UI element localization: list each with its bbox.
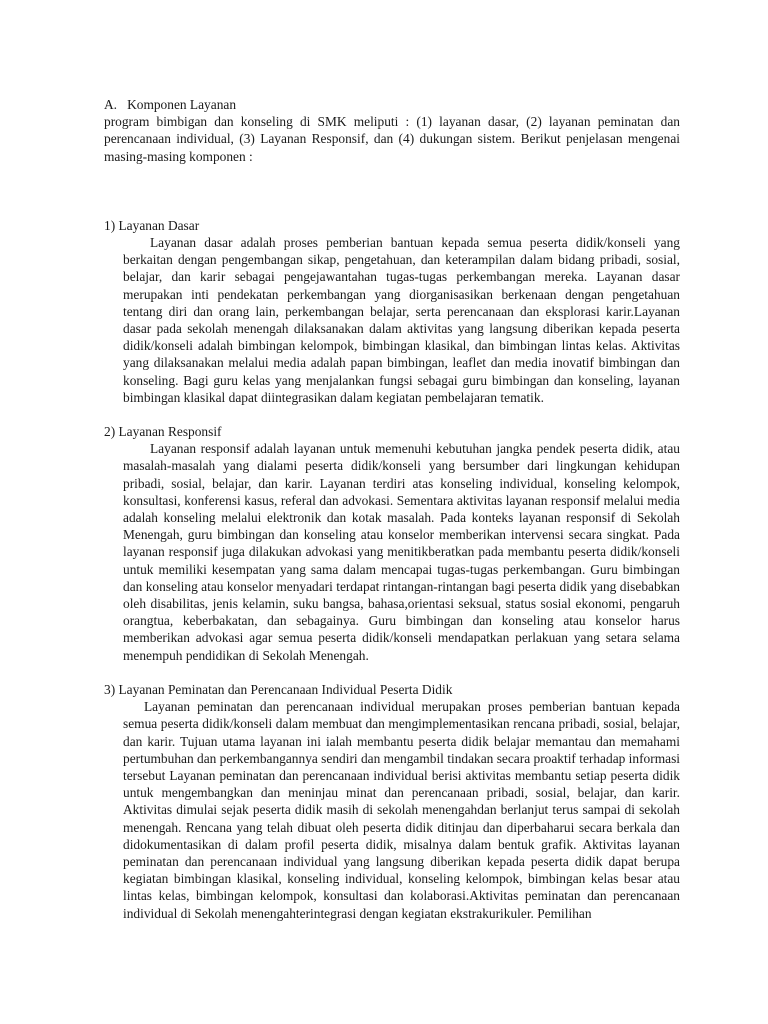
section-layanan-peminatan [104,681,680,922]
section-title: 2) Layanan Responsif [104,424,222,440]
section-a-label: A. [104,97,118,112]
section-body: Layanan dasar adalah proses pemberian bantuan kepada semua peserta didik/konseli yang berkaitan dengan pengembangan sikap, pengetahuan, dan keterampilan dalam bidang pribadi, sosial, belajar, dan karir sebagai pengejawantahan tugas-tugas perkembangan mereka. Layanan dasar merupakan inti pendekatan perkembangan yang diorganisasikan berkenaan dengan pengetahuan tentang diri dan orang lain, perkembangan belajar, serta perencanaan dan eksplorasi karir.Layanan dasar pada sekolah menengah dilaksanakan dalam aktivitas yang langsung diberikan kepada peserta didik/konseli adalah bimbingan kelompok, bimbingan klasikal, dan bimbingan lintas kelas. Aktivitas yang dilaksanakan melalui media adalah papan bimbingan, leaflet dan media inovatif bimbingan dan konseling. Bagi guru kelas yang menjalankan fungsi sebagai guru bimbingan dan konseling, layanan bimbingan klasikal dapat diintegrasikan dalam kegiatan pembelajaran tematik. [123,235,680,405]
section-title: 1) Layanan Dasar [104,217,200,233]
section-body: Layanan responsif adalah layanan untuk memenuhi kebutuhan jangka pendek peserta didik, atau masalah-masalah yang dialami peserta didik/konseli yang bersumber dari lingkungan kehidupan pribadi, sosial, belajar, dan karir. Layanan terdiri atas konseling individual, konseling kelompok, konsultasi, konferensi kasus, referal dan advokasi. Sementara aktivitas layanan responsif melalui media adalah konseling melalui elektronik dan kotak masalah. Pada konteks layanan responsif di Sekolah Menengah, guru bimbingan dan konseling atau konselor memberikan intervensi secara singkat. Pada layanan responsif juga dilakukan advokasi yang menitikberatkan pada membantu peserta didik/konseli untuk memiliki kesempatan yang sama dalam mencapai tugas-tugas perkembangan. Guru bimbingan dan konseling atau konselor menyadari terdapat rintangan-rintangan bagi peserta didik yang disebabkan oleh disabilitas, jenis kelamin, suku bangsa, bahasa,orientasi seksual, status sosial ekonomi, pengaruh orangtua, keberbakatan, dan sebagainya. Guru bimbingan dan konseling atau konselor harus memberikan advokasi agar semua peserta didik/konseli mendapatkan perlakuan yang setara selama menempuh pendidikan di Sekolah Menengah. [123,441,680,663]
section-a-intro: program bimbigan dan konseling di SMK meliputi : (1) layanan dasar, (2) layanan peminatan dan perencanaan individual, (3) Layanan Responsif, dan (4) dukungan sistem. Berikut penjelasan mengenai masing-masing komponen : [104,114,680,164]
document-page [104,96,680,922]
section-title: 3) Layanan Peminatan dan Perencanaan Individual Peserta Didik [104,681,453,697]
section-a-heading [104,96,680,113]
section-layanan-responsif [104,423,680,664]
section-a-title: Komponen Layanan [127,97,237,112]
section-layanan-dasar [104,217,680,406]
section-body: Layanan peminatan dan perencanaan individual merupakan proses pemberian bantuan kepada semua peserta didik/konseli dalam membuat dan mengimplementasikan rencana pribadi, sosial, belajar, dan karir. Tujuan utama layanan ini ialah membantu peserta didik belajar memantau dan memahami pertumbuhan dan perkembangannya sendiri dan mengambil tindakan secara proaktif terhadap informasi tersebut Layanan peminatan dan perencanaan individual berisi aktivitas membantu setiap peserta didik untuk mengembangkan dan meninjau minat dan perencanaan pribadi, sosial, belajar, dan karir. Aktivitas dimulai sejak peserta didik masih di sekolah menengahdan berlanjut terus sampai di sekolah menengah. Rencana yang telah dibuat oleh peserta didik ditinjau dan diperbaharui secara berkala dan didokumentasikan di dalam profil peserta didik, misalnya dalam bentuk grafik. Aktivitas layanan peminatan dan perencanaan individual yang langsung diberikan kepada peserta didik dapat berupa kegiatan bimbingan klasikal, konseling individual, konseling kelompok, bimbingan kelas besar atau lintas kelas, bimbingan kelompok, konsultasi dan kolaborasi.Aktivitas peminatan dan perencanaan individual di Sekolah menengahterintegrasi dengan kegiatan ekstrakurikuler. Pemilihan [123,699,680,921]
